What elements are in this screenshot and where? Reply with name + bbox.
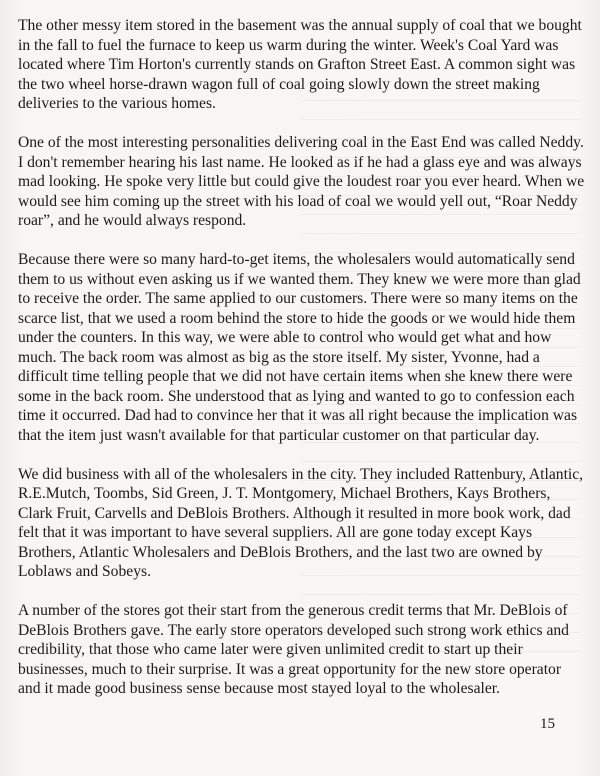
paragraph-coal-basement: The other messy item stored in the basement was the annual supply of coal that we bought in the fall to fuel the furnace to keep us warm during the winter. Week's Coal Yard was located where Tim Horton's currently stands on Grafton Street East. A common sight was the two wheel horse-drawn wagon full of coal going slowly down the street making deliveries to the various homes.	[18, 17, 582, 112]
page-number: 15	[540, 716, 555, 732]
paragraph-wholesalers: We did business with all of the wholesalers in the city. They included Rattenbury, Atlantic, R.E.Mutch, Toombs, Sid Green, J. T. Montgomery, Michael Brothers, Kays Brothers, Clark Fruit, Carvells and DeBlois Brothers. Although it resulted in more book work, dad felt that it was important to have several suppliers. All are gone today except Kays Brothers, Atlantic Wholesalers and DeBlois Brothers, and the last two are owned by Loblaws and Sobeys.	[18, 465, 584, 580]
paragraph-deblois-credit: A number of the stores got their start from the generous credit terms that Mr. DeBlois of DeBlois Brothers gave. The early store operators developed such strong work ethics and credibility, that those who came later were given unlimited credit to start up their businesses, much to their surprise. It was a great opportunity for the new store operator and it made good business sense because most stayed loyal to the wholesaler.	[18, 602, 569, 697]
paragraph-hard-to-get-items: Because there were so many hard-to-get items, the wholesalers would automatically send them to us without even asking us if we wanted them. They knew we were more than glad to receive the order. The same applied to our customers. There were so many items on the scarce list, that we used a room behind the store to hide the goods or we would hide them under the counters. In this way, we were able to control who would get what and how much. The back room was almost as big as the store itself. My sister, Yvonne, had a difficult time telling people that we did not have certain items when she knew there were some in the back room. She understood that as lying and wanted to go to confession each time it occurred. Dad had to convince her that it was all right because the implication was that the item just wasn't available for that particular customer on that particular day.	[18, 251, 581, 444]
paragraph-neddy: One of the most interesting personalities delivering coal in the East End was called Neddy. I don't remember hearing his last name. He looked as if he had a glass eye and was always mad looking. He spoke very little but could give the loudest roar you ever heard. When we would see him coming up the street with his load of coal we would yell out, “Roar Neddy roar”, and he would always respond.	[18, 134, 585, 229]
body-text	[18, 16, 586, 699]
